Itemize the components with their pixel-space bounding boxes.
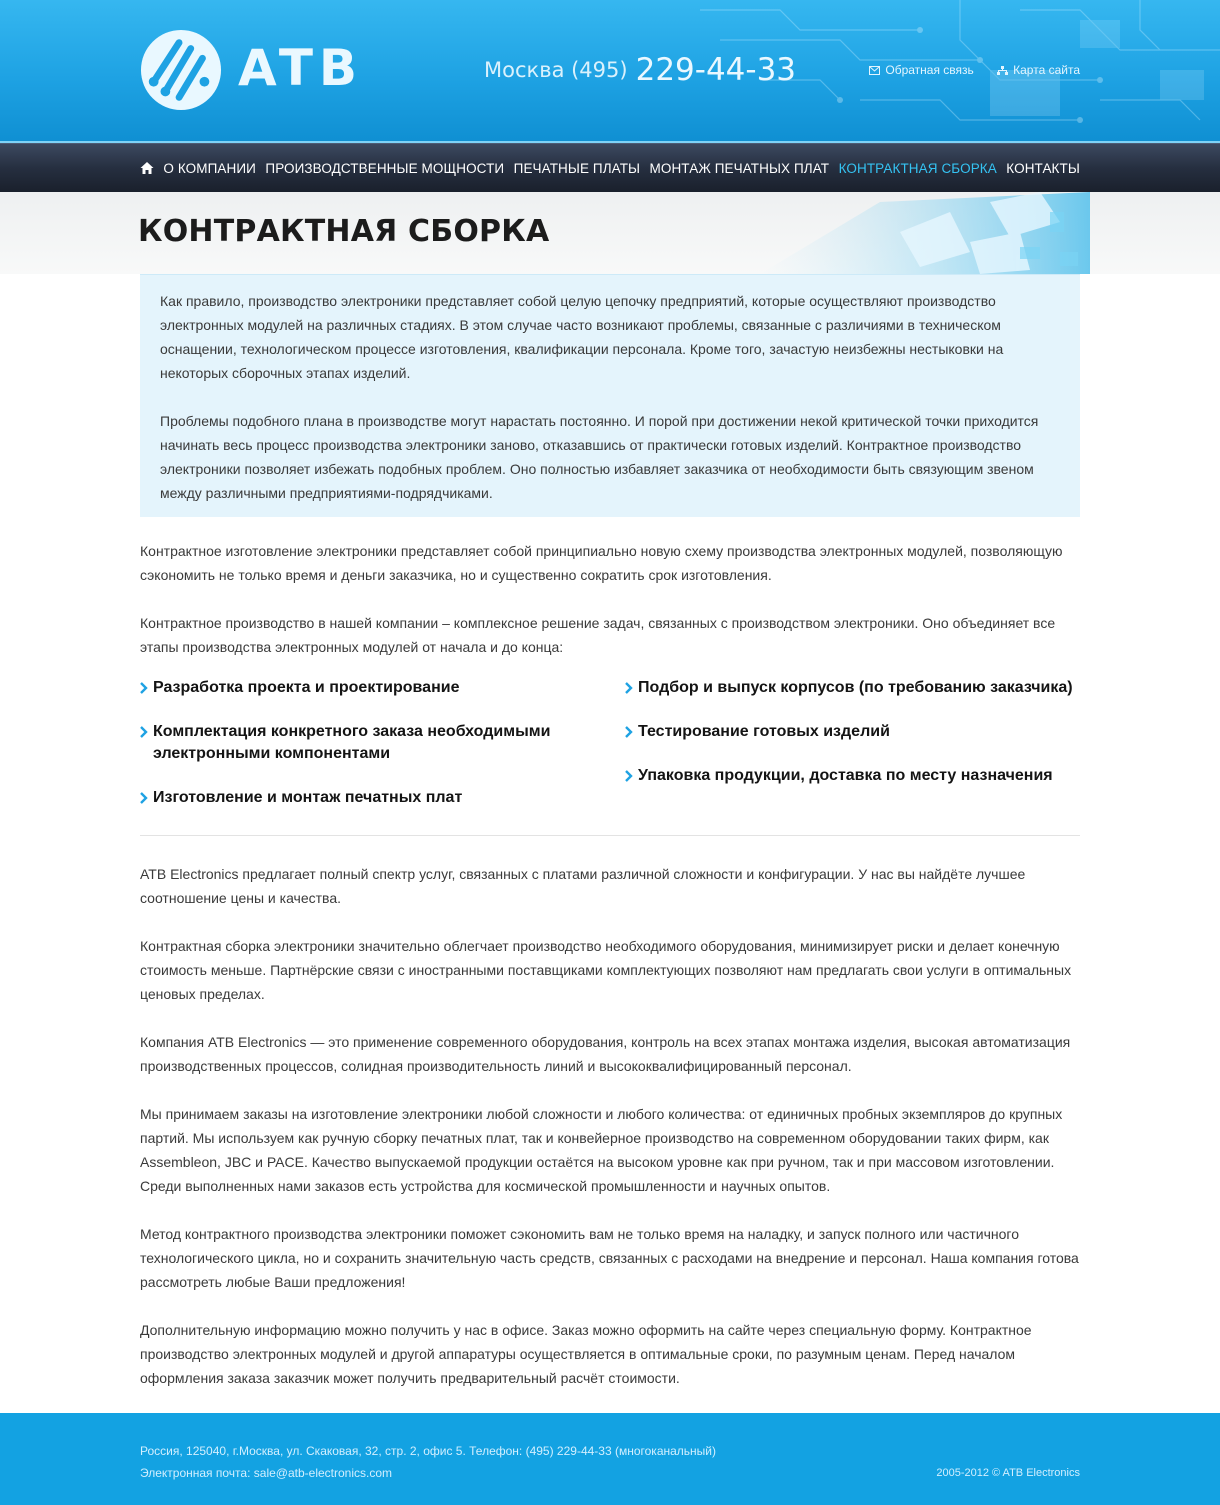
home-icon[interactable] — [140, 161, 154, 175]
footer-address: Россия, 125040, г.Москва, ул. Скаковая, 32, стр. 2, офис 5. Телефон: (495) 229-44-33 (многоканальный) — [140, 1444, 716, 1458]
nav-item-contract-assembly[interactable]: КОНТРАКТНАЯ СБОРКА — [838, 160, 997, 176]
feedback-link[interactable] — [869, 63, 977, 77]
feature-item — [625, 677, 1080, 699]
nav-item-contacts[interactable]: КОНТАКТЫ — [1006, 160, 1080, 176]
main-nav — [0, 143, 1220, 192]
body-paragraph: Метод контрактного производства электроники поможет сэкономить вам не только время на наладку, и запуск полного или частичного технологического цикла, но и сохранить значительную часть средств, связанных с расходами на внедрение и персонал. Наша компания готова рассмотреть любые Ваши предложения! — [140, 1226, 1079, 1290]
intro-paragraph: Проблемы подобного плана в производстве могут нарастать постоянно. И порой при достижении некой критической точки приходится начинать весь процесс производства электроники заново, отказавшись от практически готовых изделий. Контрактное производство электроники позволяет избежать подобных проблем. Оно полностью избавляет заказчика от необходимости быть связующим звеном между различными предприятиями-подрядчиками. — [160, 413, 1039, 501]
chevron-right-icon — [625, 682, 633, 694]
feature-item — [140, 721, 560, 765]
chevron-right-icon — [140, 792, 148, 804]
body-paragraph: Компания ATB Electronics — это применение современного оборудования, контроль на всех этапах монтажа изделия, высокая автоматизация производственных процессов, солидная производительность линий и высококвалифицированный персонал. — [140, 1034, 1071, 1074]
site-footer — [0, 1413, 1220, 1505]
body-paragraph: Контрактная сборка электроники значительно облегчает производство необходимого оборудования, минимизирует риски и делает конечную стоимость меньше. Партнёрские связи с иностранными поставщиками комплектующих позволяют нам предлагать свои услуги в оптимальных ценовых пределах. — [140, 938, 1072, 1002]
nav-item-pcb-assembly[interactable]: МОНТАЖ ПЕЧАТНЫХ ПЛАТ — [649, 160, 830, 176]
chevron-right-icon — [140, 682, 148, 694]
phone-number: 229-44-33 — [635, 52, 797, 88]
feedback-link-label: Обратная связь — [885, 63, 974, 77]
feature-item — [140, 677, 560, 699]
intro-box — [140, 274, 1080, 517]
page-title: КОНТРАКТНАЯ СБОРКА — [138, 214, 550, 249]
footer-email-line — [140, 1462, 716, 1484]
body-paragraph: ATB Electronics предлагает полный спектр услуг, связанных с платами различной сложности и конфигурации. У нас вы найдёте лучшее соотношение цены и качества. — [140, 866, 1026, 906]
title-decoration — [760, 192, 1090, 274]
footer-contacts — [140, 1440, 716, 1484]
footer-email-link[interactable]: sale@atb-electronics.com — [253, 1466, 392, 1480]
nav-item-pcb[interactable]: ПЕЧАТНЫЕ ПЛАТЫ — [513, 160, 641, 176]
feature-label: Упаковка продукции, доставка по месту назначения — [638, 767, 1053, 784]
chevron-right-icon — [140, 726, 148, 738]
phone-city: Москва (495) — [484, 58, 628, 82]
logo-text: ATB — [238, 39, 364, 97]
section-divider — [140, 835, 1080, 836]
feature-label: Разработка проекта и проектирование — [153, 679, 460, 696]
lead-paragraph: Контрактное изготовление электроники представляет собой принципиально новую схему производства электронных модулей, позволяющую сэкономить не только время и деньги заказчика, но и существенно сократить срок изготовления. — [140, 543, 1063, 583]
header-phone — [484, 52, 796, 88]
header-links — [849, 63, 1080, 77]
intro-paragraph: Как правило, производство электроники представляет собой целую цепочку предприятий, которые осуществляют производство электронных модулей на различных стадиях. В этом случае часто возникают проблемы, связанные с различиями в техническом оснащении, технологическом процессе изготовления, квалификации персонала. Кроме того, зачастую неизбежны нестыковки на некоторых сборочных этапах изделий. — [160, 293, 1004, 381]
chevron-right-icon — [625, 726, 633, 738]
sitemap-link-label: Карта сайта — [1013, 63, 1080, 77]
logo-mark-icon — [140, 28, 222, 112]
envelope-icon — [869, 66, 880, 75]
chevron-right-icon — [625, 770, 633, 782]
feature-label: Изготовление и монтаж печатных плат — [153, 789, 463, 806]
footer-email-label: Электронная почта: — [140, 1466, 251, 1480]
feature-item — [625, 765, 1080, 787]
sitemap-link[interactable] — [997, 63, 1080, 77]
nav-item-production[interactable]: ПРОИЗВОДСТВЕННЫЕ МОЩНОСТИ — [265, 160, 505, 176]
body-paragraph: Мы принимаем заказы на изготовление электроники любой сложности и любого количества: от единичных пробных экземпляров до крупных партий. Мы используем как ручную сборку печатных плат, так и конвейерное производство на современном оборудовании таких фирм, как Assembleon, JBC и PACE. Качество выпускаемой продукции остаётся на высоком уровне как при ручном, так и при массовом изготовлении. Среди выполненных нами заказов есть устройства для космической промышленности и научных опытов. — [140, 1106, 1063, 1194]
nav-item-company[interactable]: О КОМПАНИИ — [163, 160, 256, 176]
feature-label: Подбор и выпуск корпусов (по требованию заказчика) — [638, 679, 1073, 696]
lead-paragraph: Контрактное производство в нашей компании – комплексное решение задач, связанных с производством электроники. Оно объединяет все этапы производства электронных модулей от начала и до конца: — [140, 615, 1056, 655]
site-header — [0, 0, 1220, 143]
footer-copyright: 2005-2012 © ATB Electronics — [936, 1467, 1080, 1479]
feature-item — [625, 721, 1080, 743]
body-paragraph: Дополнительную информацию можно получить у нас в офисе. Заказ можно оформить на сайте через специальную форму. Контрактное производство электронных модулей и другой аппаратуры осуществляется в оптимальные сроки, по разумным ценам. Перед началом оформления заказа заказчик может получить предварительный расчёт стоимости. — [140, 1322, 1032, 1386]
logo[interactable] — [140, 28, 380, 114]
feature-item — [140, 787, 560, 809]
sitemap-icon — [997, 66, 1008, 75]
feature-label: Тестирование готовых изделий — [638, 723, 890, 740]
feature-label: Комплектация конкретного заказа необходимыми электронными компонентами — [153, 723, 551, 762]
